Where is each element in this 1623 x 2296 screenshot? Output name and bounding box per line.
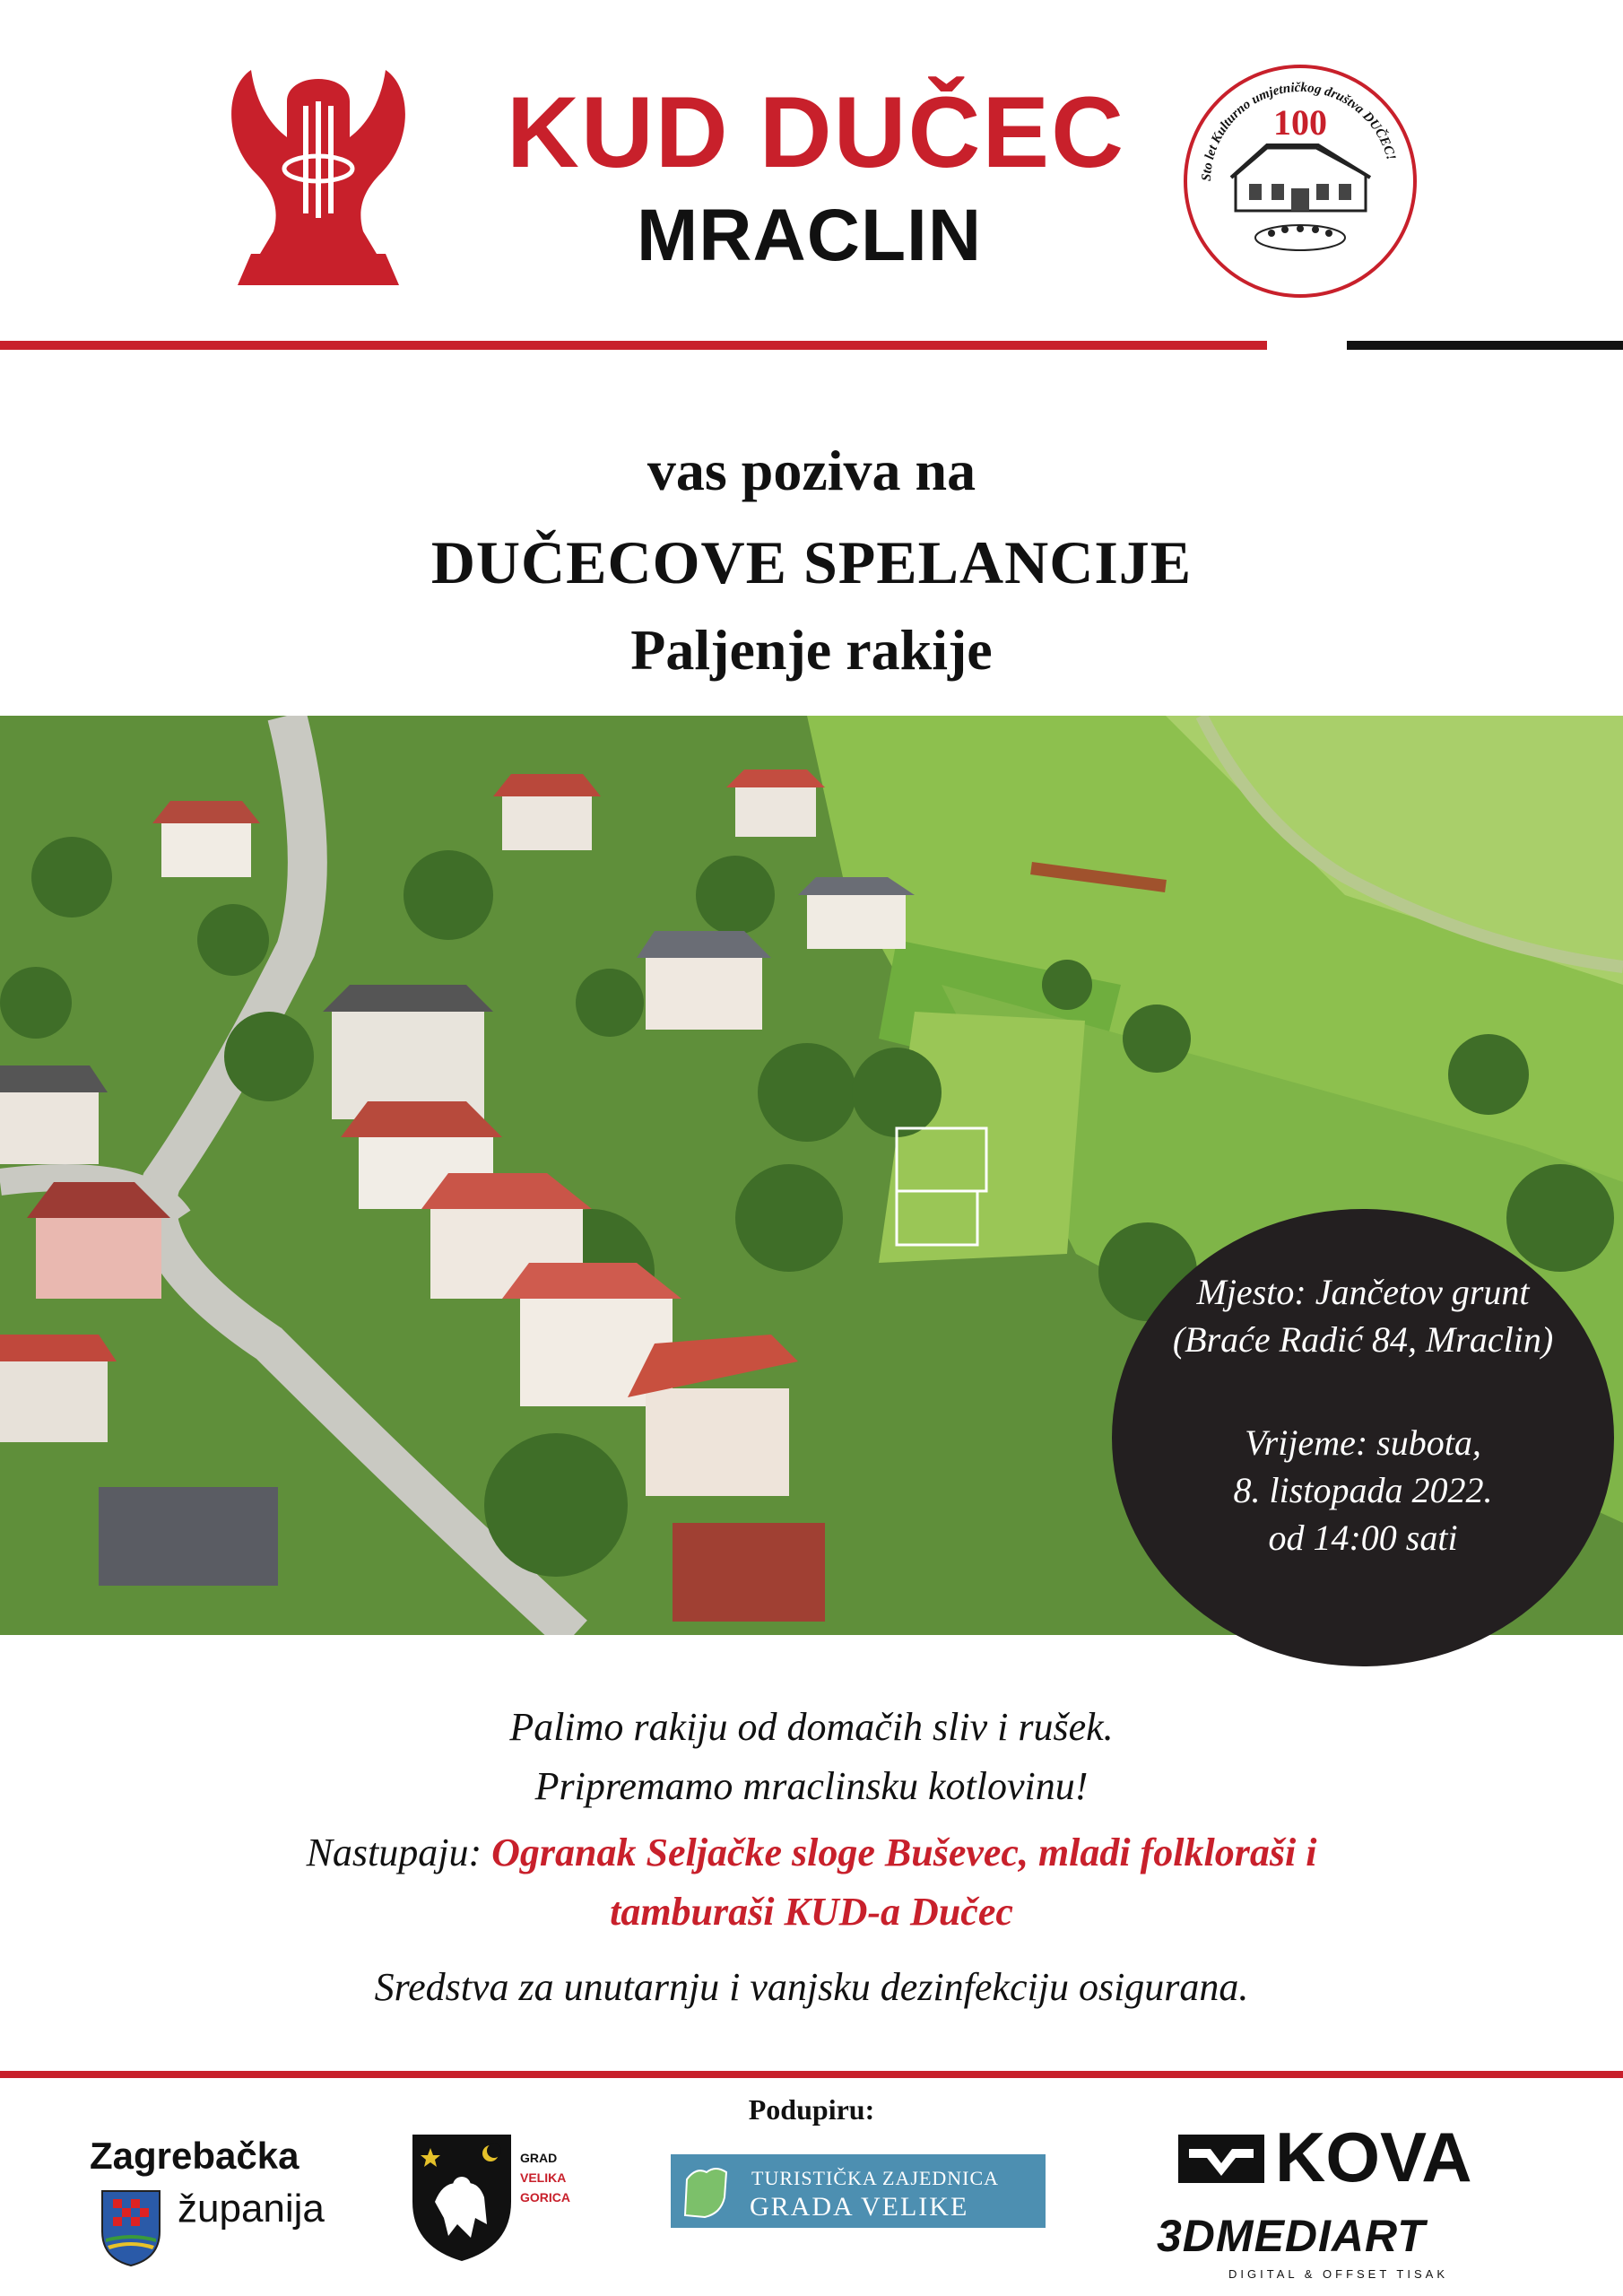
vg-gorica: GORICA bbox=[520, 2190, 570, 2205]
event-subtitle: Paljenje rakije bbox=[630, 618, 993, 682]
org-town: MRACLIN bbox=[637, 195, 983, 276]
vg-grad: GRAD bbox=[520, 2151, 558, 2165]
time-line-1: Vrijeme: subota, bbox=[1245, 1422, 1481, 1463]
velika-gorica-text bbox=[520, 2148, 570, 2207]
performers-list-1: Ogranak Seljačke sloge Buševec, mladi folkloraši i bbox=[491, 1831, 1317, 1874]
zagreb-county-crest-icon bbox=[95, 2187, 167, 2267]
place-line-1: Mjesto: Jančetov grunt bbox=[1196, 1272, 1530, 1312]
time-line-3: od 14:00 sati bbox=[1268, 1518, 1458, 1558]
tourist-board-logo bbox=[671, 2154, 1046, 2252]
body-line-2: Pripremamo mraclinsku kotlovinu! bbox=[534, 1764, 1089, 1808]
tz-bottom-text: GRADA VELIKE GORICE bbox=[750, 2192, 969, 2252]
event-info-circle bbox=[1112, 1209, 1614, 1666]
seal-number: 100 bbox=[1273, 102, 1327, 143]
vg-velika: VELIKA bbox=[520, 2170, 567, 2185]
lyre-logo-icon bbox=[224, 61, 412, 296]
performers-line bbox=[0, 1830, 1623, 1875]
time-line-2: 8. listopada 2022. bbox=[1233, 1470, 1493, 1510]
header-rule-black bbox=[1347, 341, 1623, 350]
event-title: DUČECOVE SPELANCIJE bbox=[430, 528, 1193, 596]
org-name: KUD DUČEC bbox=[507, 76, 1125, 188]
kova-name: KOVA bbox=[1275, 2118, 1472, 2196]
zagreb-county-title: Zagrebačka bbox=[90, 2135, 299, 2177]
place-line-2: (Braće Radić 84, Mraclin) bbox=[1172, 1319, 1554, 1360]
tz-top-text: TURISTIČKA ZAJEDNICA bbox=[751, 2167, 1000, 2189]
seal-ring-text: Sto let Kulturno umjetničkog društva DUČEC! bbox=[1199, 80, 1399, 182]
header-rule-red bbox=[0, 341, 1267, 350]
mediart-subtitle: DIGITAL & OFFSET TISAK bbox=[1228, 2267, 1448, 2281]
zagreb-county-subtitle: županija bbox=[178, 2187, 325, 2231]
kova-mark-icon bbox=[1176, 2131, 1266, 2187]
body-line-5: Sredstva za unutarnju i vanjsku dezinfekciju osigurana. bbox=[374, 1965, 1249, 2009]
anniversary-seal bbox=[1182, 63, 1419, 300]
invite-line: vas poziva na bbox=[647, 439, 976, 502]
velika-gorica-crest-icon bbox=[408, 2130, 516, 2265]
body-line-1: Palimo rakiju od domačih sliv i rušek. bbox=[509, 1705, 1114, 1749]
performers-list-2: tamburaši KUD-a Dučec bbox=[610, 1890, 1013, 1934]
performers-label: Nastupaju: bbox=[306, 1831, 482, 1874]
mediart-name: 3DMEDIART bbox=[1157, 2211, 1426, 2261]
footer-rule bbox=[0, 2071, 1623, 2078]
tz-map-icon bbox=[678, 2161, 733, 2222]
support-label: Podupiru: bbox=[748, 2093, 875, 2126]
